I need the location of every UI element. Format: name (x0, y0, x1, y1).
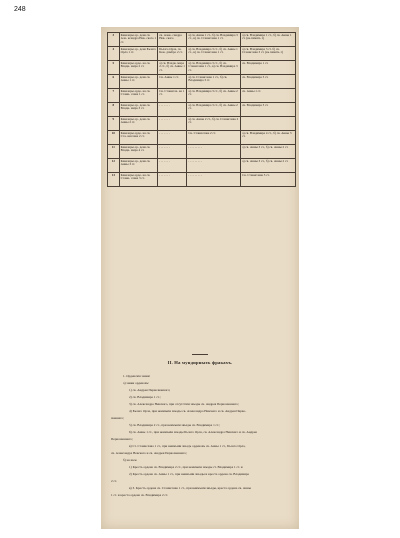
table-row (108, 61, 296, 75)
table-cell-c2: . . . . . . . (158, 131, 187, 145)
table-cell-c4: а) св. Владимира 4 ст., б) св. Анны 3 ст. (241, 131, 296, 145)
orders-table (107, 32, 296, 187)
table-row (108, 159, 296, 173)
table-cell-c1: Кавалеры ор- дена св. Влади- мира 3 ст. (119, 103, 158, 117)
table-cell-c2: . . . . . . . (158, 103, 187, 117)
table-cell-c4: св. Анны 1 ст. (241, 89, 296, 103)
table-cell-c2: а) св. Влади- мира 2 ст., б) св. Анны 1 ст. (158, 61, 187, 75)
table-cell-num: 4 (108, 47, 120, 61)
table-cell-c3: а) св. Владимира 3 ст., б) св. Анны 1 ст., в) св. Станислава 1 ст. (187, 47, 241, 61)
table-cell-c2: Св. Станисла- ва 1 ст. (158, 89, 187, 103)
table-cell-c3: . . . . . . . . . (187, 173, 241, 187)
table-row (108, 117, 296, 131)
table-cell-num: 11 (108, 145, 120, 159)
table-cell-c1: Кавалеры орде- на св. Ста- нислава 2 ст. (119, 131, 158, 145)
table-cell-num: 6 (108, 75, 120, 89)
table-row (108, 173, 296, 187)
table-row (108, 89, 296, 103)
body-line: 2 ст. (111, 479, 117, 483)
body-line: 2) св. Владимира 1 ст.; (129, 395, 161, 399)
body-line: 2) Крестъ ордена св. Анны 1 ст., при неимъніи звъзды и креста ордена св. Владимира (129, 472, 249, 476)
table-cell-num: 7 (108, 89, 120, 103)
table-cell-c3: Св. Станислава 2 ст. (187, 131, 241, 145)
table-cell-c1: Кавалеры ор- дена св. Анны 1 ст. (119, 75, 158, 89)
table-row (108, 145, 296, 159)
body-line: званнаго; (111, 416, 125, 420)
body-line: 5) св. Владимира 2 ст., при неимъніи звъзды св. Владимира 1 ст.; (129, 423, 220, 427)
table-cell-c4: а) св. Анны 3 ст., б) св. Анны 2 ст. (241, 159, 296, 173)
table-cell-c2: св. Алек- сандра Нев- скаго (158, 33, 187, 47)
table-cell-c2: Св. Анны 1 ст. (158, 75, 187, 89)
table-cell-num: 13 (108, 173, 120, 187)
table-cell-c4 (241, 117, 296, 131)
table-cell-c1: Кавалеры орде- на св. Стани- слава 3 ст. (119, 173, 158, 187)
body-line: 1) св. Андрея Первозваннаго; (129, 388, 171, 392)
table-cell-c2: . . . . . . . (158, 159, 187, 173)
table-row (108, 33, 296, 47)
table-cell-c4: Св. Станислава 3 ст. (241, 173, 296, 187)
scanned-page (101, 27, 299, 529)
table-cell-c4: а) св. Владимира 3 ст. б) св. Станислава 3 ст. (въ память 1) (241, 47, 296, 61)
table-cell-c1: Кавалеры ор- дена св. Анны 3 ст. (119, 159, 158, 173)
body-line: б) на шеъ: (123, 458, 138, 462)
table-cell-c3: а) св. Анны 1 ст., б) св. Владимира 3 ст., в) св. Станислава 1 ст. (187, 33, 241, 47)
table-cell-c3: . . . . . . . . . (187, 159, 241, 173)
table-cell-num: 5 (108, 61, 120, 75)
page-number: 248 (14, 6, 26, 13)
table-cell-c2: . . . . . . . (158, 117, 187, 131)
table-cell-c2: Бълаго Орла, св. Кон- дамбро 2 ст. (158, 47, 187, 61)
table-cell-c1: Кавалеры ор- дена Бълаго Орла 1 ст. (119, 47, 158, 61)
table-cell-num: 8 (108, 103, 120, 117)
table-cell-c1: Кавалеры ор- дена св. Але- ксандра Нев- скаго 1 ст. (119, 33, 158, 47)
table-cell-c1: Кавалеры орде- на св. Влади- мира 2 ст. (119, 61, 158, 75)
table-cell-c1: Кавалеры ор- дена св. Анны 2 ст. (119, 117, 158, 131)
body-line: Первозваннаго; (111, 437, 133, 441)
table-cell-c3: а) св. Владимира 3 ст., б) св. Анны 2 ст. (187, 103, 241, 117)
section-title: II. На мундирныхъ фракахъ. (167, 360, 233, 365)
table-cell-c2: . . . . . . . (158, 145, 187, 159)
table-row (108, 103, 296, 117)
section-divider (192, 354, 208, 355)
body-line: 4) Бълаго Орла, при неимъніи звъзды св. Александра Невскаго и св. Андрея Перво- (129, 409, 247, 413)
body-line: 1) Крестъ ордена св. Владимира 2 ст., при неимъніи звъзды ст. Владимира 1 ст. и (129, 465, 243, 469)
body-line: 1 ст. и креста ордена св. Владимира 2 ст. (111, 493, 168, 497)
table-cell-c1: Кавалеры ор- дена св. Влади- мира 4 ст. (119, 145, 158, 159)
table-cell-c2: . . . . . . . (158, 173, 187, 187)
body-line: 6) св. Анны 1 ст., при неимъніи звъзды Бълаго Орла, св. Александра Невскаго и св. Андрея (129, 430, 257, 434)
table-cell-c4: св. Владимира 3 ст. (241, 75, 296, 89)
body-line: в) 3. Крестъ ордена св. Станислава 1 ст., при неимъніи звъзды, креста ордена св. Анны (129, 486, 251, 490)
body-line: а) знаки орденовъ: (123, 381, 150, 385)
table-cell-c4: св. Владимира 3 ст. (241, 103, 296, 117)
table-cell-c3: а) св. Станислава 1 ст., б) св. Владимира 3 ст. (187, 75, 241, 89)
table-cell-c3: а) св. Владимира 3 ст., б) св. Станислава 1 ст., в) св. Владимира 3 ст. (187, 61, 241, 75)
table-row (108, 131, 296, 145)
body-line: 3) св. Александра Невскаго, при отсутствіи звъзды св. Андрея Первозваннаго; (129, 402, 239, 406)
table-cell-c4: а) св. Владимира 1 ст., б) св. Анны 1 ст. (въ память 1) (241, 33, 296, 47)
table-cell-c4: а) св. Анны 3 ст., б) св. Анны 2 ст. (241, 145, 296, 159)
table-row (108, 75, 296, 89)
table-cell-c3: . . . . . . . . . (187, 145, 241, 159)
table-cell-num: 9 (108, 117, 120, 131)
table-cell-num: 12 (108, 159, 120, 173)
table-cell-c3: а) св. Анны 2 ст., б) св. Станислава 2 ст. (187, 117, 241, 131)
table-cell-num: 10 (108, 131, 120, 145)
table-cell-c3: а) св. Владимира 3 ст., б) св. Анны 2 ст. (187, 89, 241, 103)
body-line: св. Александра Невскаго и св. Андрея Первозваннаго; (111, 451, 187, 455)
table-cell-num: 3 (108, 33, 120, 47)
table-cell-c1: Кавалеры орде- на св. Стани- слава 1 ст. (119, 89, 158, 103)
body-line: в) Ст. Станислава 1 ст., при неимъніи звъздъ орденовъ св. Анны 1 ст., Бълаго Орла, (129, 444, 246, 448)
body-line: 1. Орденскія знаки: (123, 374, 151, 378)
body-text (111, 373, 291, 499)
table-row (108, 47, 296, 61)
table-cell-c4: св. Владимира 1 ст. (241, 61, 296, 75)
